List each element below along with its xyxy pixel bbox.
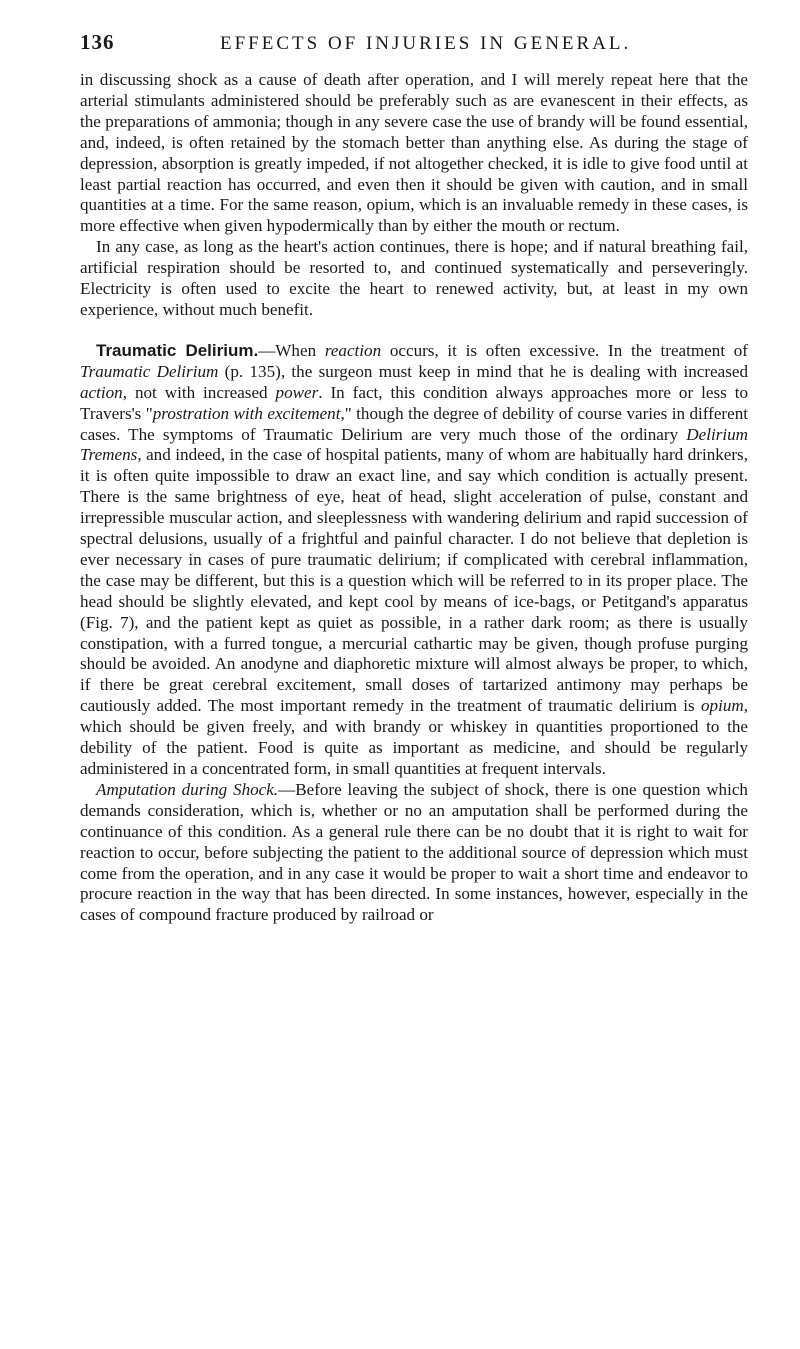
text-run: —Before leaving the subject of shock, there is one question which demands consideration, which is, whether or no an amputation shall be performed during the continuance of this condition. As a general rule there can be no doubt that it is right to wait for reaction to occur, before subjecting the patient to the additional source of depression which must come from the operation, and in any case it would be proper to wait a short time and endeavor to procure reaction in the way that has been directed. In some instances, however, especially in the cases of compound fracture produced by railroad or (80, 779, 748, 925)
text-run: . In fact, this condition always approaches more or less to Travers's " (80, 382, 748, 423)
paragraph-shock-stimulants: in discussing shock as a cause of death after operation, and I will merely repeat here that the arterial stimulants administered should be preferably such as are evanescent in their effects, as the preparations of ammonia; though in any severe case the use of brandy will be found essential, and, indeed, is often retained by the stomach better than anything else. As during the stage of depression, absorption is greatly impeded, if not altogether checked, it is idle to give food until at least partial reaction has occurred, and even then it should be given with caution, and in small quantities at a time. For the same reason, opium, which is an invaluable remedy in these cases, is more effective when given hypodermically than by either the mouth or rectum. (80, 70, 748, 236)
italic-term: opium (700, 696, 744, 716)
italic-term: reaction (324, 340, 382, 360)
italic-term: Traumatic Delirium (80, 361, 219, 381)
text-run: , not with increased (122, 382, 276, 402)
section-heading-traumatic-delirium: Traumatic Delirium. (96, 340, 259, 360)
italic-term: prostration with excitement (152, 403, 341, 423)
text-run: occurs, it is often excessive. In the treatment of (381, 340, 748, 360)
italic-term: Delirium Tremens (80, 424, 748, 465)
italic-term: power (275, 382, 319, 402)
paragraph-traumatic-delirium (80, 341, 748, 780)
text-run: , which should be given freely, and with brandy or whiskey in quantities proportioned to the debility of the patient. Food is quite as important as medicine, and should be regularly administered in a concentrated form, in small quantities at frequent intervals. (80, 696, 748, 778)
subsection-heading-amputation: Amputation during Shock. (96, 779, 279, 799)
text-run: (p. 135), the surgeon must keep in mind that he is dealing with increased (218, 361, 748, 381)
text-run: ," though the degree of debility of course varies in different cases. The symptoms of Traumatic Delirium are very much those of the ordinary (80, 403, 748, 444)
text-run: , and indeed, in the case of hospital patients, many of whom are habitually hard drinkers, it is often quite impossible to draw an exact line, and say which condition is actually present. There is the same brightness of eye, heat of head, slight acceleration of pulse, constant and irrepressible muscular action, and sleeplessness with wandering delirium and rapid succession of spectral delusions, usually of a frightful and painful character. I do not believe that depletion is ever necessary in cases of pure traumatic delirium; if complicated with cerebral inflammation, the case may be different, but this is a question which will be referred to in its proper place. The head should be slightly elevated, and kept cool by means of ice-bags, or Petitgand's apparatus (Fig. 7), and the patient kept as quiet as possible, in a rather dark room; as there is usually constipation, with a furred tongue, a mercurial cathartic may be given, though profuse purging should be avoided. An anodyne and diaphoretic mixture will almost always be proper, to which, if there be great cerebral excitement, small doses of tartarized antimony may perhaps be cautiously added. The most important remedy in the treatment of traumatic delirium is (80, 445, 748, 716)
paragraph-amputation-during-shock (80, 780, 748, 926)
text-run: —When (258, 340, 325, 360)
italic-term: action (80, 382, 123, 402)
page-number: 136 (80, 30, 115, 54)
page-header (80, 30, 748, 70)
paragraph-artificial-respiration: In any case, as long as the heart's action continues, there is hope; and if natural breathing fail, artificial respiration should be resorted to, and continued systematically and perseveringly. Electricity is often used to excite the heart to renewed activity, but, at least in my own experience, without much benefit. (80, 237, 748, 319)
body-text (80, 70, 748, 926)
book-page (80, 30, 748, 926)
running-title: EFFECTS OF INJURIES IN GENERAL. (220, 33, 632, 54)
